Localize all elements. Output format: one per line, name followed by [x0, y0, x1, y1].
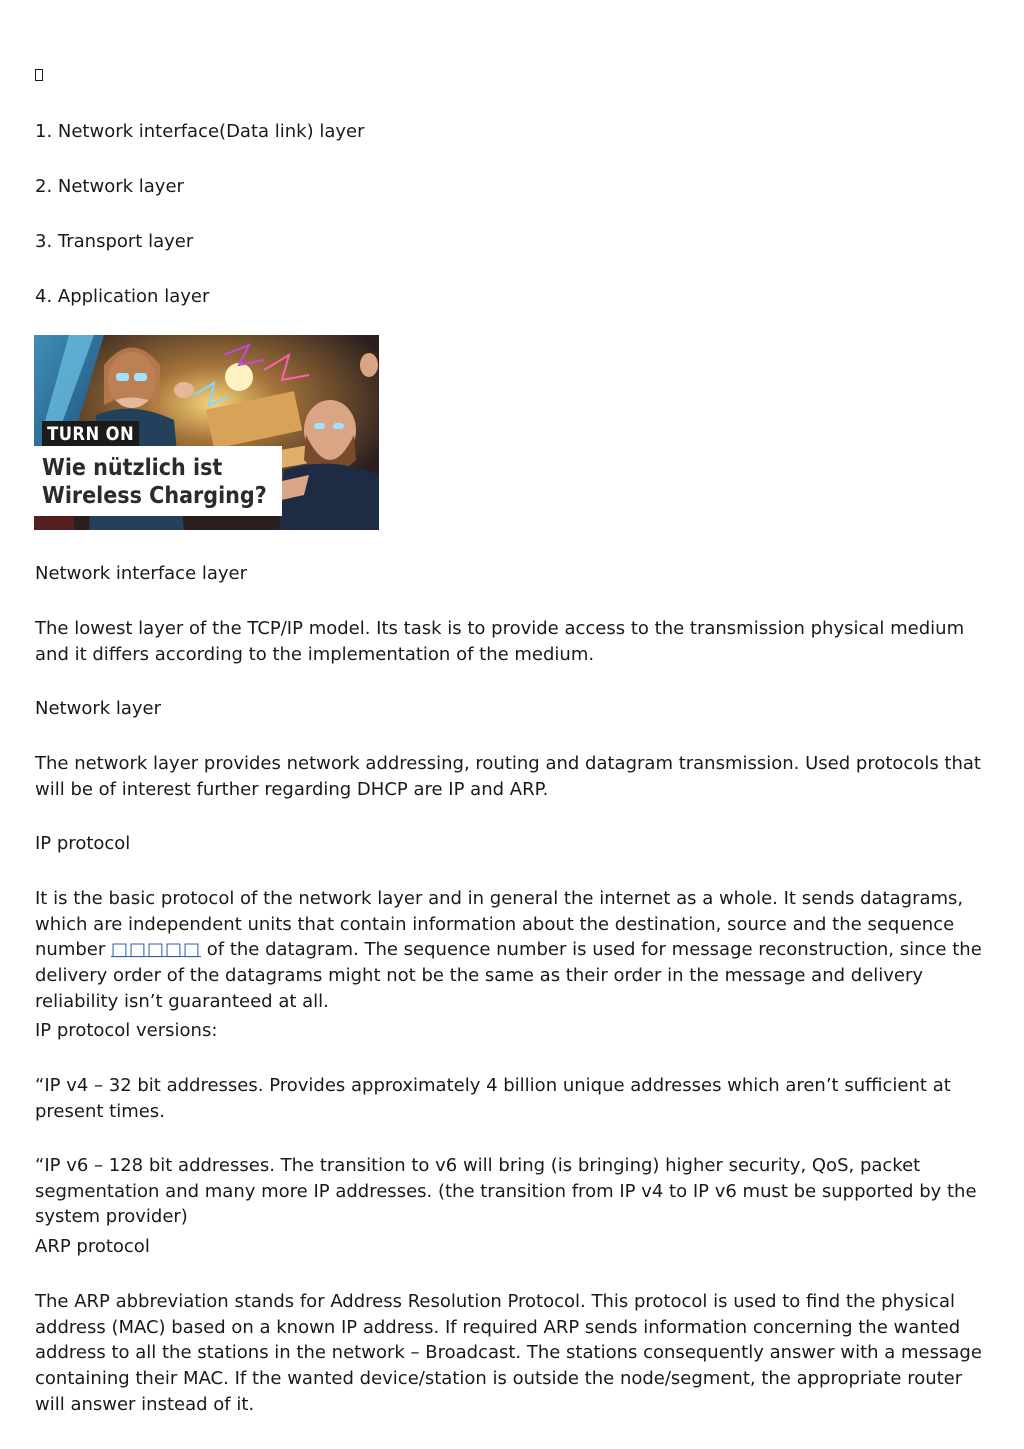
thumbnail-headline [34, 446, 282, 516]
section-heading-network-interface: Network interface layer [35, 563, 248, 584]
paragraph-ip-part-2: of the datagram. The sequence number is used for message reconstruction, since the delivery order of the datagrams might not be the same as their order in the message and delivery reliability isn’t guaranteed at all. [35, 939, 982, 1012]
paragraph-network: The network layer provides network addressing, routing and datagram transmission. Used protocols that will be of interest further regarding DHCP are IP and ARP. [35, 753, 981, 800]
thumbnail-tag: TURN ON [42, 421, 139, 447]
paragraph-network-interface: The lowest layer of the TCP/IP model. Its task is to provide access to the transmission physical medium and it differs according to the implementation of the medium. [35, 618, 965, 665]
headline-line-1: Wie nützlich ist [42, 455, 223, 481]
section-heading-arp: ARP protocol [35, 1236, 150, 1257]
paragraph-ip [35, 886, 990, 1015]
section-heading-ip-versions: IP protocol versions: [35, 1020, 218, 1041]
paragraph-ip-v6: “IP v6 – 128 bit addresses. The transition to v6 will bring (is bringing) higher security, QoS, packet segmentation and many more IP addresses. (the transition from IP v4 to IP v6 must be supported by the system provider) [35, 1155, 977, 1228]
video-thumbnail[interactable] [34, 335, 379, 530]
headline-line-2: Wireless Charging? [42, 483, 267, 509]
layer-list-item-1: 1. Network interface(Data link) layer [35, 121, 365, 142]
layer-list-item-4: 4. Application layer [35, 286, 210, 307]
layer-list-item-3: 3. Transport layer [35, 231, 194, 252]
layer-list-item-2: 2. Network layer [35, 176, 184, 197]
sequence-number-link[interactable]: □□□□□ [110, 939, 202, 961]
section-heading-network: Network layer [35, 698, 162, 719]
paragraph-ip-part-1: It is the basic protocol of the network layer and in general the internet as a whole. It sends datagrams, which are independent units that contain information about the destination, source and the sequence number [35, 888, 964, 961]
paragraph-arp: The ARP abbreviation stands for Address Resolution Protocol. This protocol is used to find the physical address (MAC) based on a known IP address. If required ARP sends information concerning the wanted address to all the stations in the network – Broadcast. The stations consequently answer with a message containing their MAC. If the wanted device/station is outside the node/segment, the appropriate router will answer instead of it. [35, 1291, 982, 1415]
paragraph-ip-v4: “IP v4 – 32 bit addresses. Provides approximately 4 billion unique addresses which aren’t sufficient at present times. [35, 1075, 951, 1122]
missing-glyph-icon [35, 69, 43, 81]
lamp-bulb-icon [225, 363, 253, 391]
section-heading-ip: IP protocol [35, 833, 131, 854]
